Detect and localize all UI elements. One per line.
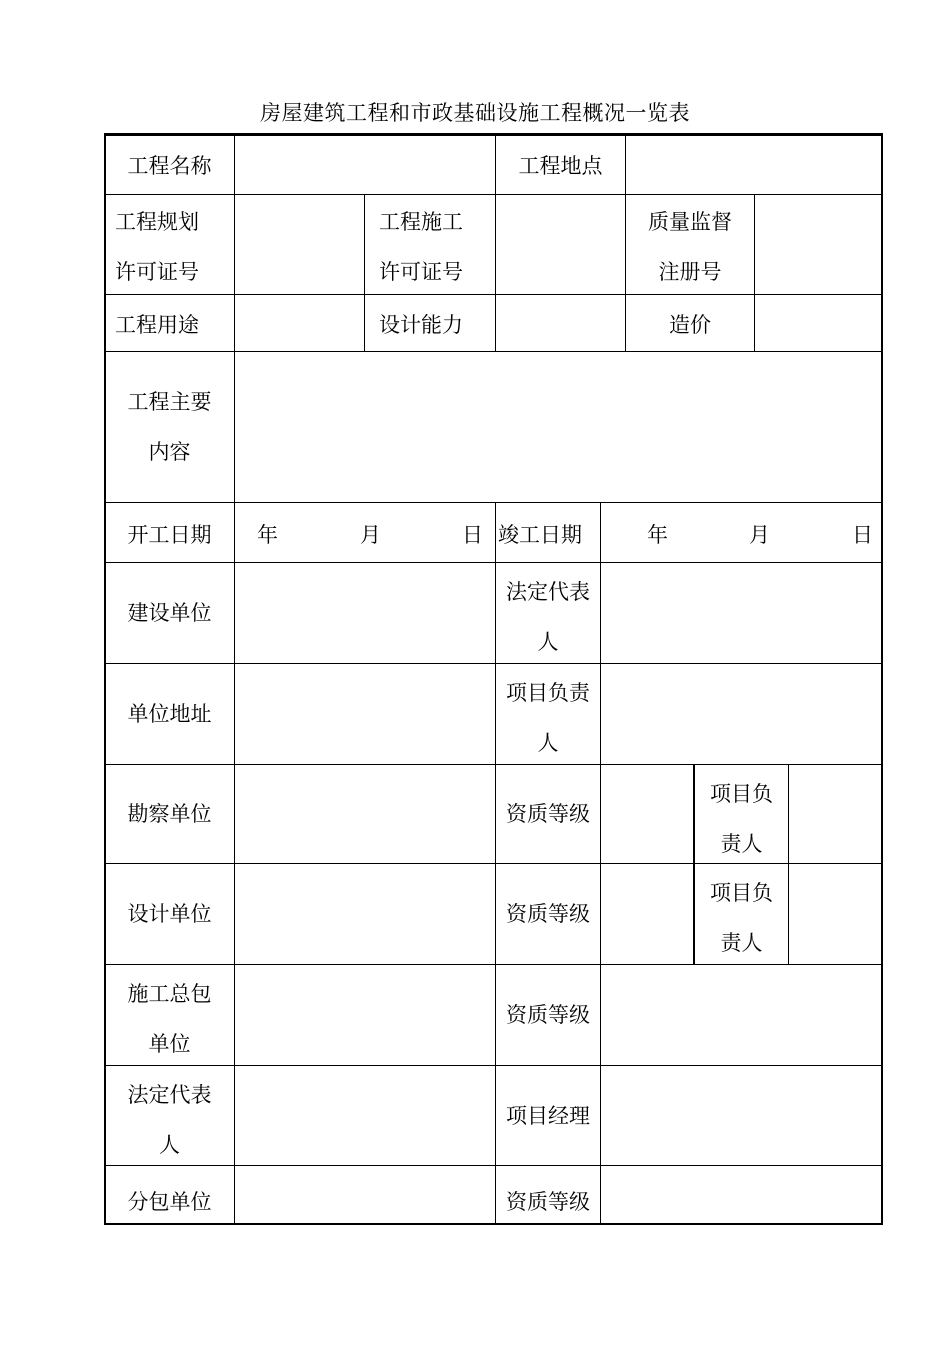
label-construction-permit	[364, 194, 495, 294]
field-design-qualification[interactable]	[600, 863, 694, 964]
table-border-top	[104, 133, 883, 136]
label-planning-permit	[104, 194, 234, 294]
label-project-location: 工程地点	[495, 134, 625, 194]
label-survey-project-lead	[693, 764, 788, 863]
field-quality-supervision[interactable]	[754, 194, 882, 294]
label-quality-supervision-line1: 质量监督	[648, 210, 732, 234]
label-contractor-legal-rep-line1: 法定代表	[127, 1083, 212, 1107]
label-main-content-line2: 内容	[148, 440, 191, 464]
label-unit-address: 单位地址	[104, 663, 234, 764]
field-survey-qualification[interactable]	[600, 764, 694, 863]
field-contractor-legal-rep[interactable]	[234, 1065, 495, 1165]
field-cost[interactable]	[754, 294, 882, 351]
label-project-lead-line2: 人	[537, 731, 559, 755]
page-title: 房屋建筑工程和市政基础设施工程概况一览表	[260, 101, 690, 125]
label-main-content	[104, 351, 234, 502]
field-main-content[interactable]	[234, 351, 882, 502]
label-cost: 造价	[625, 294, 754, 351]
field-subcontractor[interactable]	[234, 1165, 495, 1224]
table-border-bottom	[104, 1223, 883, 1225]
label-project-manager: 项目经理	[495, 1065, 600, 1165]
label-main-content-line1: 工程主要	[127, 390, 212, 414]
field-project-lead[interactable]	[600, 663, 882, 764]
label-start-date: 开工日期	[104, 502, 234, 562]
field-project-location[interactable]	[625, 134, 882, 194]
label-design-qualification: 资质等级	[495, 863, 600, 964]
label-planning-permit-line2: 许可证号	[115, 260, 199, 284]
completion-day-label: 日	[852, 523, 873, 547]
label-design-project-lead-line1: 项目负	[710, 881, 773, 905]
label-planning-permit-line1: 工程规划	[115, 210, 199, 234]
label-general-contractor-line1: 施工总包	[127, 982, 212, 1006]
label-design-project-lead	[693, 863, 788, 964]
field-general-contractor[interactable]	[234, 964, 495, 1065]
label-contractor-legal-rep	[104, 1065, 234, 1165]
label-contractor-legal-rep-line2: 人	[159, 1133, 180, 1157]
field-unit-address[interactable]	[234, 663, 495, 764]
label-legal-rep-line2: 人	[537, 630, 559, 654]
completion-month-label: 月	[749, 523, 770, 547]
label-general-contractor-line2: 单位	[148, 1032, 191, 1056]
field-project-manager[interactable]	[600, 1065, 882, 1165]
field-project-use[interactable]	[234, 294, 364, 351]
label-project-lead-line1: 项目负责	[506, 681, 590, 705]
start-month-label: 月	[360, 523, 381, 547]
label-survey-project-lead-line2: 责人	[720, 832, 763, 856]
label-subcontractor: 分包单位	[104, 1165, 234, 1224]
label-subcontractor-qualification: 资质等级	[495, 1165, 600, 1224]
field-project-name[interactable]	[234, 134, 495, 194]
label-construction-permit-line1: 工程施工	[379, 210, 463, 234]
completion-year-label: 年	[647, 523, 668, 547]
field-survey-unit[interactable]	[234, 764, 495, 863]
label-contractor-qualification: 资质等级	[495, 964, 600, 1065]
label-project-name: 工程名称	[104, 134, 234, 194]
field-survey-project-lead[interactable]	[788, 764, 882, 863]
field-design-capacity[interactable]	[495, 294, 625, 351]
label-design-unit: 设计单位	[104, 863, 234, 964]
field-design-unit[interactable]	[234, 863, 495, 964]
label-survey-unit: 勘察单位	[104, 764, 234, 863]
label-completion-date: 竣工日期	[495, 502, 600, 562]
label-legal-rep-line1: 法定代表	[506, 580, 590, 604]
field-contractor-qualification[interactable]	[600, 964, 882, 1065]
label-construction-permit-line2: 许可证号	[379, 260, 463, 284]
field-completion-date[interactable]	[600, 502, 882, 562]
label-project-lead	[495, 663, 600, 764]
field-design-project-lead[interactable]	[788, 863, 882, 964]
label-survey-project-lead-line1: 项目负	[710, 782, 773, 806]
label-project-use: 工程用途	[104, 294, 234, 351]
field-subcontractor-qualification[interactable]	[600, 1165, 882, 1224]
label-design-capacity: 设计能力	[364, 294, 495, 351]
label-construction-unit: 建设单位	[104, 562, 234, 663]
label-legal-rep	[495, 562, 600, 663]
label-general-contractor	[104, 964, 234, 1065]
field-legal-rep[interactable]	[600, 562, 882, 663]
field-start-date[interactable]	[234, 502, 495, 562]
label-design-project-lead-line2: 责人	[720, 931, 763, 955]
label-quality-supervision-line2: 注册号	[658, 260, 722, 284]
start-year-label: 年	[257, 523, 278, 547]
field-planning-permit[interactable]	[234, 194, 364, 294]
table-border-right	[881, 134, 883, 1225]
label-survey-qualification: 资质等级	[495, 764, 600, 863]
field-construction-unit[interactable]	[234, 562, 495, 663]
table-border-left	[104, 134, 106, 1225]
start-day-label: 日	[462, 523, 483, 547]
label-quality-supervision	[625, 194, 754, 294]
field-construction-permit[interactable]	[495, 194, 625, 294]
